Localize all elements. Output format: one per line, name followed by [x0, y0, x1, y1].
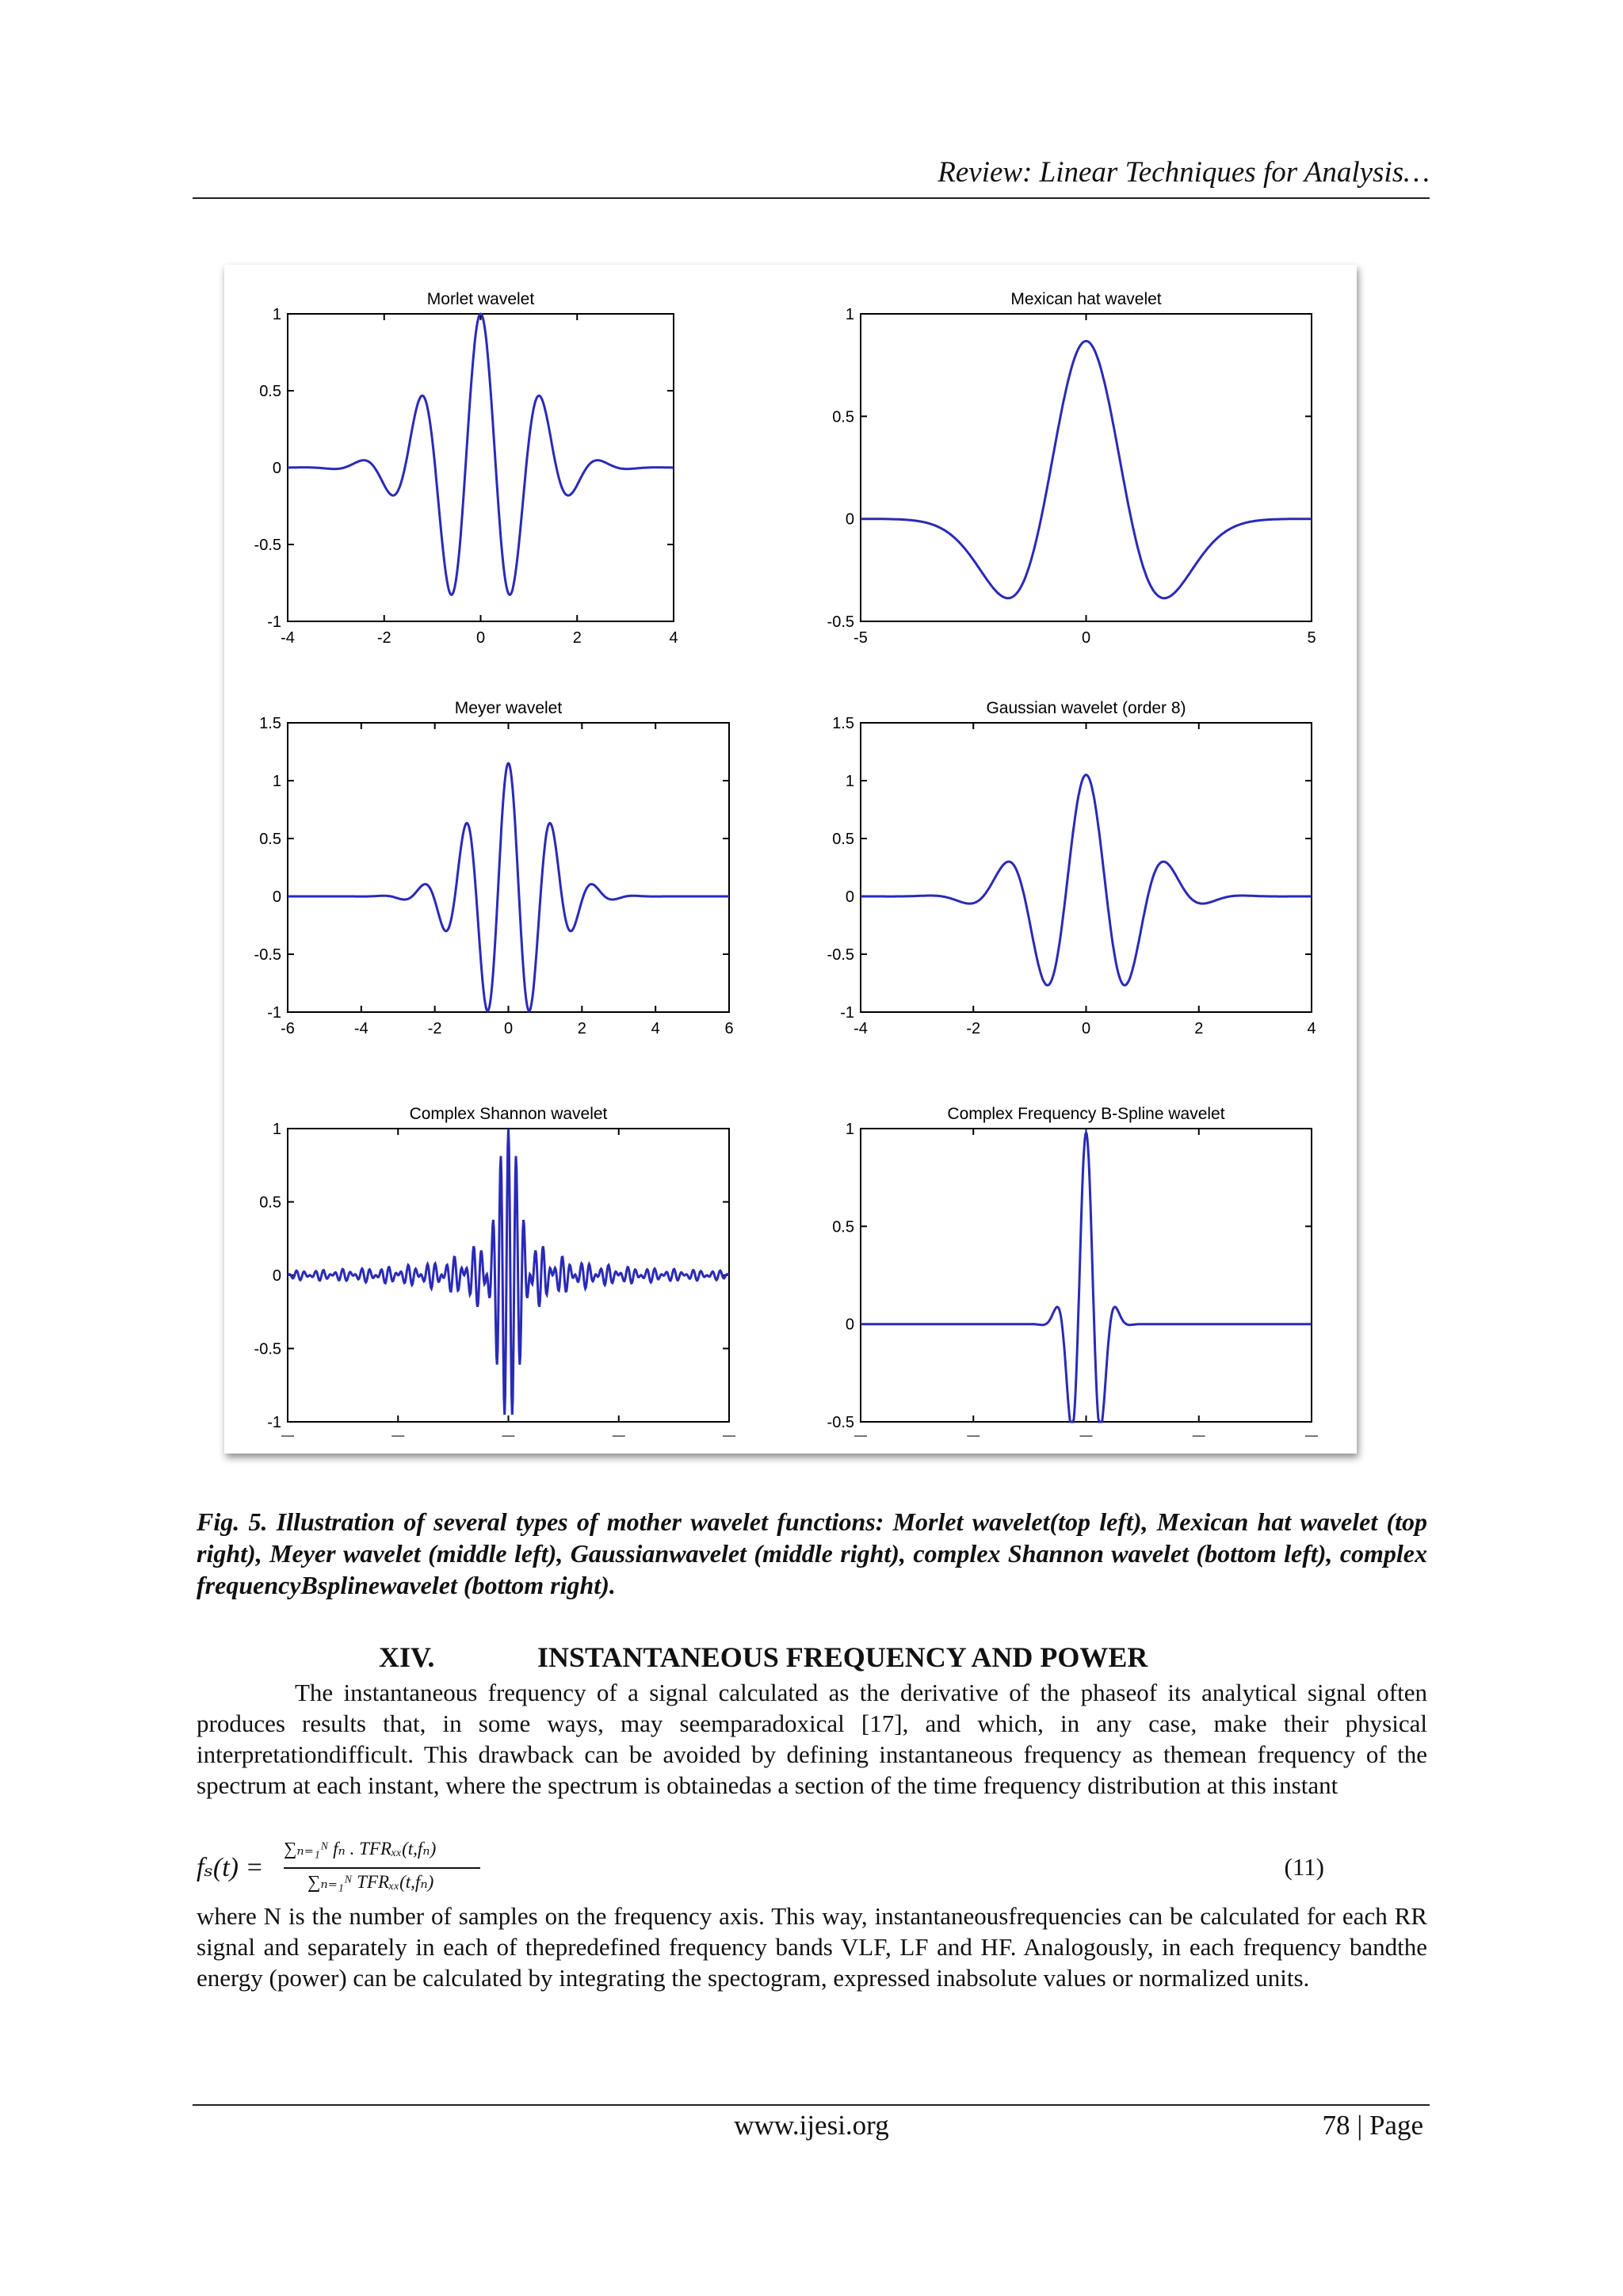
wavelet-figure — [224, 265, 1357, 1454]
chart-title: Morlet wavelet — [426, 290, 535, 308]
paragraph: where N is the number of samples on the frequency axis. This way, instantaneousfrequencies can be calculated for each RR signal and separately in each of thepredefined frequency bands VLF, LF and HF. Analogously, in each frequency bandthe energy (power) can be calculated by integrating the spectogram, expressed inabsolute values or normalized units. — [197, 1902, 1427, 1992]
section-title: INSTANTANEOUS FREQUENCY AND POWER — [537, 1641, 1148, 1673]
y-tick-label: 1 — [845, 306, 854, 323]
x-tick-label: 2 — [572, 629, 582, 647]
y-tick-label: 0 — [272, 1267, 281, 1285]
y-tick-label: 1.5 — [259, 715, 281, 732]
x-tick-label: 2 — [577, 1020, 586, 1037]
header-rule — [193, 197, 1430, 199]
fraction-bar — [284, 1867, 480, 1869]
y-tick-label: 1 — [272, 306, 281, 323]
x-tick-label: 0 — [1081, 1020, 1091, 1037]
y-tick-label: 0.5 — [832, 408, 854, 426]
equation-numerator: ∑ₙ₌₁ᴺ fₙ . TFRₓₓ(t,fₙ) — [284, 1839, 437, 1859]
section-number: XIV. — [379, 1641, 435, 1673]
y-tick-label: 0.5 — [259, 831, 281, 848]
chart-title: Gaussian wavelet (order 8) — [986, 699, 1186, 717]
x-tick-label: 0 — [475, 629, 486, 647]
x-tick-label: -4 — [854, 1020, 868, 1037]
x-tick-label: 6 — [724, 1020, 734, 1037]
wavelet-panel — [827, 1105, 1318, 1436]
chart-title: Meyer wavelet — [454, 699, 563, 717]
y-tick-label: 1 — [272, 773, 281, 790]
y-tick-label: 0 — [272, 460, 281, 477]
y-tick-label: 0.5 — [259, 1194, 281, 1212]
x-tick-label: -2 — [376, 629, 391, 647]
y-tick-label: 1 — [845, 1121, 854, 1138]
equation-denominator: ∑ₙ₌₁ᴺ TFRₓₓ(t,fₙ) — [307, 1872, 434, 1892]
y-tick-label: 0 — [845, 1316, 854, 1334]
x-tick-label: 0 — [1081, 629, 1091, 647]
x-tick-label: -4 — [281, 629, 295, 647]
equation-lhs: fₛ(t) = — [197, 1853, 264, 1882]
x-tick-label: -4 — [353, 1020, 369, 1037]
wavelet-panel — [827, 699, 1316, 1037]
x-tick-label: 4 — [669, 629, 678, 647]
y-tick-label: -1 — [267, 1004, 281, 1022]
y-tick-label: -1 — [267, 1414, 281, 1431]
x-tick-label: 4 — [651, 1020, 660, 1037]
chart-title: Complex Shannon wavelet — [409, 1105, 608, 1123]
plot-area — [288, 723, 729, 1012]
y-tick-label: 0 — [272, 888, 281, 906]
figure-caption: Fig. 5. Illustration of several types of mother wavelet functions: Morlet wavelet(top left), Mexican hat wavelet (top right), Meyer wavelet (middle left), Gaussianwavelet (middle right), complex Shannon wavelet (bottom left), complex frequencyBsplinewavelet (bottom right). — [197, 1507, 1427, 1599]
wavelet-panel — [827, 290, 1316, 647]
footer-url: www.ijesi.org — [734, 2110, 889, 2141]
y-tick-label: -0.5 — [827, 613, 854, 631]
wavelet-panel — [254, 699, 734, 1037]
chart-title: Complex Frequency B-Spline wavelet — [947, 1105, 1225, 1123]
y-tick-label: 0 — [845, 510, 854, 529]
wavelet-panel — [254, 1105, 735, 1436]
x-tick-label: -6 — [281, 1020, 295, 1037]
y-tick-label: 1 — [845, 773, 854, 790]
y-tick-label: -0.5 — [827, 946, 854, 964]
wavelet-plots — [224, 265, 1357, 1454]
chart-title: Mexican hat wavelet — [1010, 290, 1162, 308]
running-title: Review: Linear Techniques for Analysis… — [938, 156, 1430, 189]
y-tick-label: 0.5 — [832, 831, 854, 848]
y-tick-label: -0.5 — [254, 946, 281, 964]
plot-area — [861, 1129, 1312, 1422]
x-tick-label: 5 — [1307, 629, 1316, 647]
y-tick-label: 1 — [272, 1121, 281, 1138]
equation-number: (11) — [1284, 1853, 1324, 1881]
x-tick-label: -2 — [966, 1020, 981, 1037]
y-tick-label: -1 — [840, 1004, 854, 1022]
plot-area — [861, 723, 1312, 1012]
x-tick-label: 2 — [1194, 1020, 1204, 1037]
x-tick-label: -2 — [427, 1020, 442, 1037]
x-tick-label: -5 — [854, 629, 868, 647]
y-tick-label: 1.5 — [832, 715, 854, 732]
y-tick-label: 0 — [845, 888, 854, 906]
y-tick-label: -0.5 — [254, 1340, 281, 1358]
y-tick-label: -1 — [267, 613, 281, 631]
x-tick-label: 0 — [503, 1020, 514, 1037]
section-heading — [379, 1641, 1409, 1674]
page-number: 78 | Page — [1322, 2110, 1423, 2141]
y-tick-label: 0.5 — [259, 383, 281, 400]
y-tick-label: -0.5 — [254, 537, 281, 554]
wavelet-panel — [254, 290, 678, 647]
y-tick-label: 0.5 — [832, 1218, 854, 1236]
y-tick-label: -0.5 — [827, 1414, 854, 1431]
equation-11 — [197, 1837, 1427, 1901]
plot-area — [861, 314, 1312, 621]
footer-rule — [193, 2104, 1430, 2106]
paragraph: The instantaneous frequency of a signal calculated as the derivative of the phaseof its analytical signal often produces results that, in some ways, may seemparadoxical [17], and which, in any case, make their physical interpretationdifficult. This drawback can be avoided by defining instantaneous frequency as themean frequency of the spectrum at each instant, where the spectrum is obtainedas a section of the time frequency distribution at this instant — [197, 1679, 1427, 1799]
x-tick-label: 4 — [1307, 1020, 1316, 1037]
